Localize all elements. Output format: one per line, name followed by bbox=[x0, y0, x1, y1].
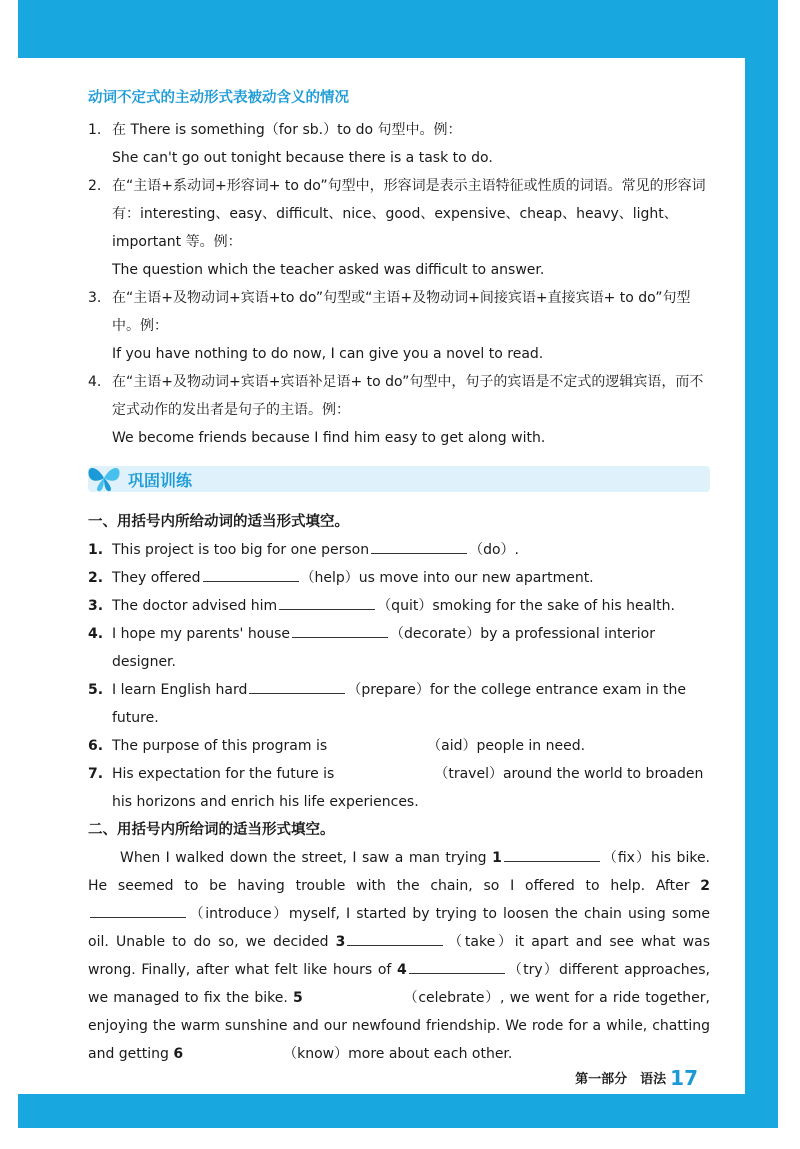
question-item: 4. I hope my parents' house （decorate）by a professional interior designer. bbox=[88, 620, 710, 676]
page-footer bbox=[575, 1066, 698, 1090]
question-item: 2. They offered （help）us move into our new apartment. bbox=[88, 564, 710, 592]
right-border bbox=[745, 0, 778, 1128]
section-title: 动词不定式的主动形式表被动含义的情况 bbox=[88, 90, 349, 106]
butterfly-icon bbox=[86, 462, 122, 494]
banner-title: 巩固训练 bbox=[128, 471, 193, 490]
answer-blank[interactable] bbox=[371, 539, 467, 554]
rule-item: 3. 在“主语+及物动词+宾语+to do”句型或“主语+及物动词+间接宾语+直接宾语+ to do”句型中。例： bbox=[88, 290, 691, 334]
page-number: 17 bbox=[670, 1066, 698, 1090]
rule-item: 2. 在“主语+系动词+形容词+ to do”句型中，形容词是表示主语特征或性质的词语。常见的形容词有：interesting、easy、difficult、nice、good、expensive、cheap、heavy、light、important 等。例： bbox=[88, 178, 706, 250]
answer-blank[interactable] bbox=[347, 931, 443, 946]
question-item: 1. This project is too big for one person （do）. bbox=[88, 536, 710, 564]
grammar-notes bbox=[88, 88, 710, 452]
exercises bbox=[88, 508, 710, 1068]
part2-title: 二、用括号内所给词的适当形式填空。 bbox=[88, 822, 335, 838]
rule-example: If you have nothing to do now, I can give you a novel to read. bbox=[112, 346, 544, 362]
answer-blank[interactable] bbox=[504, 847, 600, 862]
rule-item: 1. 在 There is something（for sb.）to do 句型中。例： bbox=[88, 122, 462, 138]
part1-title: 一、用括号内所给动词的适当形式填空。 bbox=[88, 514, 349, 530]
footer-label: 第一部分 语法 bbox=[575, 1072, 667, 1087]
rule-example: She can't go out tonight because there is a task to do. bbox=[112, 150, 493, 166]
rule-example: We become friends because I find him easy to get along with. bbox=[112, 430, 546, 446]
question-item: 7. His expectation for the future is （travel）around the world to broaden his horizons and enrich his life experiences. bbox=[88, 766, 704, 810]
rule-item: 4. 在“主语+及物动词+宾语+宾语补足语+ to do”句型中，句子的宾语是不定式的逻辑宾语，而不定式动作的发出者是句子的主语。例： bbox=[88, 374, 704, 418]
top-border bbox=[18, 0, 778, 58]
answer-blank[interactable] bbox=[279, 595, 375, 610]
question-item: 6. The purpose of this program is （aid）people in need. bbox=[88, 738, 586, 754]
bottom-border bbox=[18, 1094, 778, 1128]
answer-blank[interactable] bbox=[90, 903, 186, 918]
answer-blank[interactable] bbox=[249, 679, 345, 694]
question-item: 5. I learn English hard （prepare）for the college entrance exam in the future. bbox=[88, 676, 710, 732]
answer-blank[interactable] bbox=[409, 959, 505, 974]
cloze-passage: When I walked down the street, I saw a man trying 1 （fix）his bike. He seemed to be having trouble with the chain, so I offered to help. After 2（introduce）myself, I started by trying to loosen the chain using some oil. Unable to do so, we decided 3 （take）it apart and see what was wrong. Finally, after what felt like hours of 4 （try）different approaches, we managed to fix the bike. 5 （celebrate）, we went for a ride together, enjoying the warm sunshine and our newfound friendship. We rode for a while, chatting and getting 6 （know）more about each other. bbox=[88, 844, 710, 1068]
answer-blank[interactable] bbox=[203, 567, 299, 582]
rule-example: The question which the teacher asked was difficult to answer. bbox=[112, 262, 545, 278]
question-item: 3. The doctor advised him （quit）smoking for the sake of his health. bbox=[88, 592, 710, 620]
practice-banner bbox=[88, 466, 710, 492]
answer-blank[interactable] bbox=[292, 623, 388, 638]
